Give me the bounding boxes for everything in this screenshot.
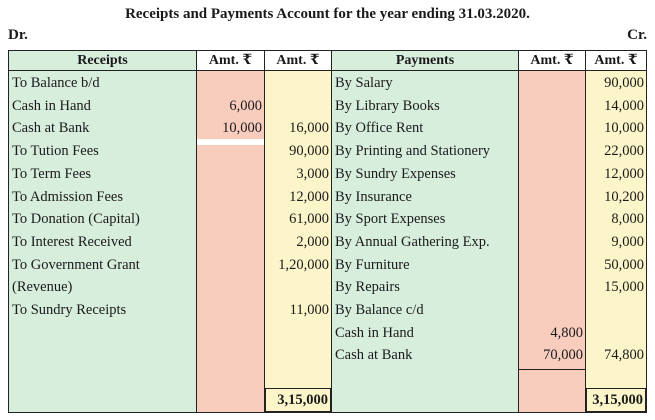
- payment-amount: 12,000: [604, 165, 644, 182]
- payment-amount: 74,800: [604, 347, 644, 364]
- payment-label: By Sundry Expenses: [335, 165, 456, 182]
- page-title: Receipts and Payments Account for the year ending 31.03.2020.: [125, 6, 530, 22]
- receipts-total: 3,15,000: [265, 388, 331, 412]
- payment-label: By Annual Gathering Exp.: [335, 233, 490, 250]
- payment-amount: [586, 299, 646, 321]
- payments-column: [331, 51, 518, 412]
- payment-label: By Printing and Stationery: [335, 143, 491, 160]
- payment-label: Cash in Hand: [335, 324, 414, 341]
- receipt-amount: 1,20,000: [278, 256, 329, 273]
- receipt-label: Cash in Hand: [12, 97, 91, 114]
- receipt-amount: 3,000: [296, 165, 329, 182]
- payment-label: By Furniture: [335, 256, 410, 273]
- receipt-amount-sub: [197, 208, 264, 230]
- credit-label: Cr.: [627, 27, 647, 43]
- payment-amount-sub: [519, 117, 585, 139]
- payments-amount-sub-column: [518, 51, 585, 412]
- payment-label: By Salary: [335, 75, 393, 91]
- payment-amount: 14,000: [604, 97, 644, 114]
- payments-total: 3,15,000: [586, 388, 646, 412]
- payment-amount: 10,000: [604, 120, 644, 137]
- payment-amount: 90,000: [604, 75, 644, 91]
- receipt-label: To Sundry Receipts: [12, 302, 127, 318]
- receipt-amount-sub: [197, 299, 264, 321]
- receipt-amount-sub: 6,000: [229, 97, 262, 114]
- receipts-column: [9, 51, 196, 412]
- receipt-label: Cash at Bank: [12, 120, 90, 137]
- receipts-payments-table: [8, 50, 647, 413]
- payment-amount-sub: 4,800: [550, 324, 583, 341]
- payment-label: By Library Books: [335, 97, 440, 114]
- amt3-divider: [519, 369, 585, 370]
- receipt-amount-sub: [197, 276, 264, 298]
- receipt-label: To Balance b/d: [12, 75, 100, 91]
- receipt-amount: 11,000: [289, 302, 329, 318]
- receipt-amount: 61,000: [289, 211, 329, 228]
- payment-amount-sub: 70,000: [543, 347, 583, 364]
- receipt-label: To Donation (Capital): [12, 211, 140, 228]
- payment-label: By Repairs: [335, 279, 400, 296]
- payment-amount-sub: [519, 140, 585, 162]
- payment-label: By Balance c/d: [335, 302, 424, 318]
- payment-amount-sub: [519, 231, 585, 253]
- receipt-label: To Interest Received: [12, 233, 132, 250]
- receipt-amount-sub: [197, 254, 264, 276]
- payment-amount-sub: [519, 208, 585, 230]
- payment-amount-sub: [519, 186, 585, 208]
- payment-amount-sub: [519, 163, 585, 185]
- payment-amount-sub: [519, 299, 585, 321]
- receipt-amount: [265, 276, 331, 298]
- payment-amount-sub: [519, 72, 585, 94]
- payment-amount: 50,000: [604, 256, 644, 273]
- receipts-amount-sub-column: [196, 51, 264, 412]
- receipt-label: To Term Fees: [12, 165, 92, 182]
- payment-amount-sub: [519, 95, 585, 117]
- receipt-amount: [265, 72, 331, 94]
- receipt-amount: [265, 95, 331, 117]
- receipt-amount: 16,000: [289, 120, 329, 137]
- payment-amount: [586, 322, 646, 344]
- receipts-header: Receipts: [9, 51, 196, 71]
- receipt-amount-sub: 10,000: [222, 120, 262, 137]
- receipt-amount-sub: [197, 163, 264, 185]
- receipt-amount: 2,000: [296, 233, 329, 250]
- payment-amount: 10,200: [604, 188, 644, 205]
- payment-amount-sub: [519, 276, 585, 298]
- amt3-header: Amt. ₹: [519, 51, 585, 71]
- amt4-header: Amt. ₹: [586, 51, 646, 71]
- receipt-amount: 12,000: [289, 188, 329, 205]
- receipt-label: To Tution Fees: [12, 143, 99, 160]
- amt1-header: Amt. ₹: [197, 51, 264, 71]
- receipt-label: To Admission Fees: [12, 188, 123, 205]
- receipt-amount-sub: [197, 72, 264, 94]
- receipt-label: (Revenue): [12, 279, 73, 296]
- payments-amount-column: [585, 51, 646, 412]
- payment-amount: 8,000: [611, 211, 644, 228]
- payment-amount-sub: [519, 254, 585, 276]
- receipts-amount-column: [264, 51, 331, 412]
- receipt-amount: 90,000: [289, 143, 329, 160]
- receipt-amount-sub: [197, 231, 264, 253]
- payment-amount: 15,000: [604, 279, 644, 296]
- payment-amount: 22,000: [604, 143, 644, 160]
- amt2-header: Amt. ₹: [265, 51, 331, 71]
- payments-header: Payments: [332, 51, 518, 71]
- payment-label: Cash at Bank: [335, 347, 413, 364]
- payment-label: By Office Rent: [335, 120, 424, 137]
- receipt-amount-sub: [197, 140, 264, 162]
- payment-label: By Insurance: [335, 188, 412, 205]
- payment-amount: 9,000: [611, 233, 644, 250]
- receipt-label: To Government Grant: [12, 256, 140, 273]
- debit-label: Dr.: [8, 27, 28, 43]
- payment-label: By Sport Expenses: [335, 211, 446, 228]
- receipt-amount-sub: [197, 186, 264, 208]
